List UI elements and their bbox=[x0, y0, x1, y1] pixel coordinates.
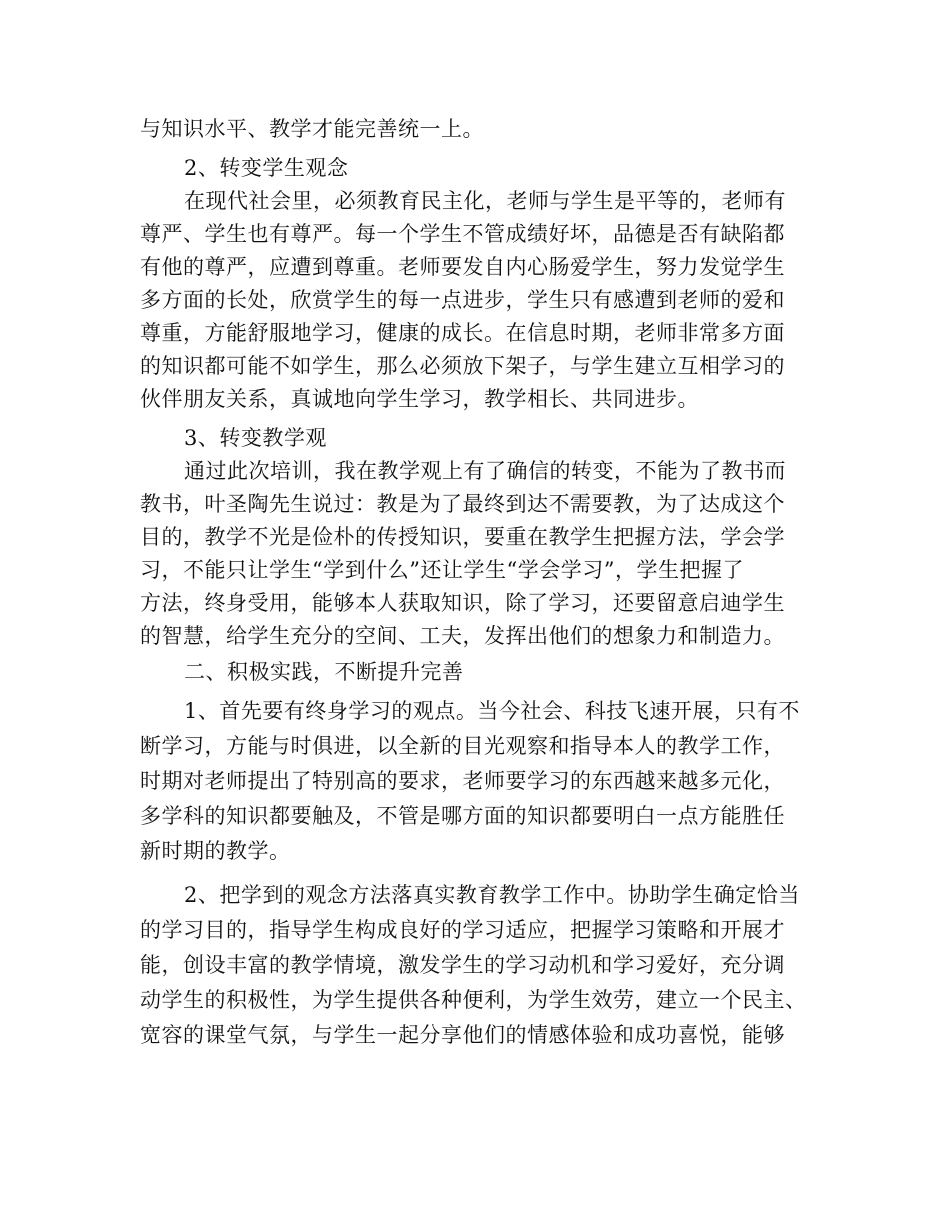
text-line-9: 伙伴朋友关系，真诚地向学生学习，教学相长、共同进步。 bbox=[140, 387, 699, 411]
text-line-12: 教书，叶圣陶先生说过：教是为了最终到达不需要教，为了达成这个 bbox=[140, 492, 785, 516]
text-line-18: 1、首先要有终身学习的观点。当今社会、科技飞速开展，只有不 bbox=[184, 699, 800, 723]
text-line-7: 尊重，方能舒服地学习，健康的成长。在信息时期，老师非常多方面 bbox=[140, 321, 785, 345]
text-line-27: 宽容的课堂气氛，与学生一起分享他们的情感体验和成功喜悦，能够 bbox=[140, 1023, 785, 1047]
heading-line-10: 3、转变教学观 bbox=[184, 426, 327, 450]
heading-line-2: 2、转变学生观念 bbox=[184, 156, 349, 180]
text-line-6: 多方面的长处，欣赏学生的每一点进步，学生只有感遭到老师的爱和 bbox=[140, 288, 785, 312]
text-line-21: 多学科的知识都要触及，不管是哪方面的知识都要明白一点方能胜任 bbox=[140, 804, 785, 828]
text-line-26: 动学生的积极性，为学生提供各种便利，为学生效劳，建立一个民主、 bbox=[140, 988, 807, 1012]
text-line-14: 习，不能只让学生“学到什么”还让学生“学会学习”，学生把握了 bbox=[140, 558, 744, 582]
text-line-3: 在现代社会里，必须教育民主化，老师与学生是平等的，老师有 bbox=[184, 189, 786, 213]
text-line-24: 的学习目的，指导学生构成良好的学习适应，把握学习策略和开展才 bbox=[140, 918, 785, 942]
text-line-25: 能，创设丰富的教学情境，激发学生的学习动机和学习爱好，充分调 bbox=[140, 953, 785, 977]
text-line-23: 2、把学到的观念方法落真实教育教学工作中。协助学生确定恰当 bbox=[184, 883, 800, 907]
text-line-4: 尊严、学生也有尊严。每一个学生不管成绩好坏，品德是否有缺陷都 bbox=[140, 222, 785, 246]
text-line-11: 通过此次培训，我在教学观上有了确信的转变，不能为了教书而 bbox=[184, 459, 786, 483]
text-line-13: 目的，教学不光是俭朴的传授知识，要重在教学生把握方法，学会学 bbox=[140, 525, 785, 549]
text-line-15: 方法，终身受用，能够本人获取知识，除了学习，还要留意启迪学生 bbox=[140, 591, 785, 615]
text-line-22: 新时期的教学。 bbox=[140, 839, 291, 863]
heading-line-17: 二、积极实践，不断提升完善 bbox=[184, 660, 464, 684]
text-line-19: 断学习，方能与时俱进，以全新的目光观察和指导本人的教学工作， bbox=[140, 734, 785, 758]
text-line-8: 的知识都可能不如学生，那么必须放下架子，与学生建立互相学习的 bbox=[140, 354, 785, 378]
text-line-1: 与知识水平、教学才能完善统一上。 bbox=[140, 117, 484, 141]
text-line-16: 的智慧，给学生充分的空间、工夫，发挥出他们的想象力和制造力。 bbox=[140, 624, 785, 648]
text-line-5: 有他的尊严，应遭到尊重。老师要发自内心肠爱学生，努力发觉学生 bbox=[140, 255, 785, 279]
text-line-20: 时期对老师提出了特别高的要求，老师要学习的东西越来越多元化， bbox=[140, 769, 785, 793]
